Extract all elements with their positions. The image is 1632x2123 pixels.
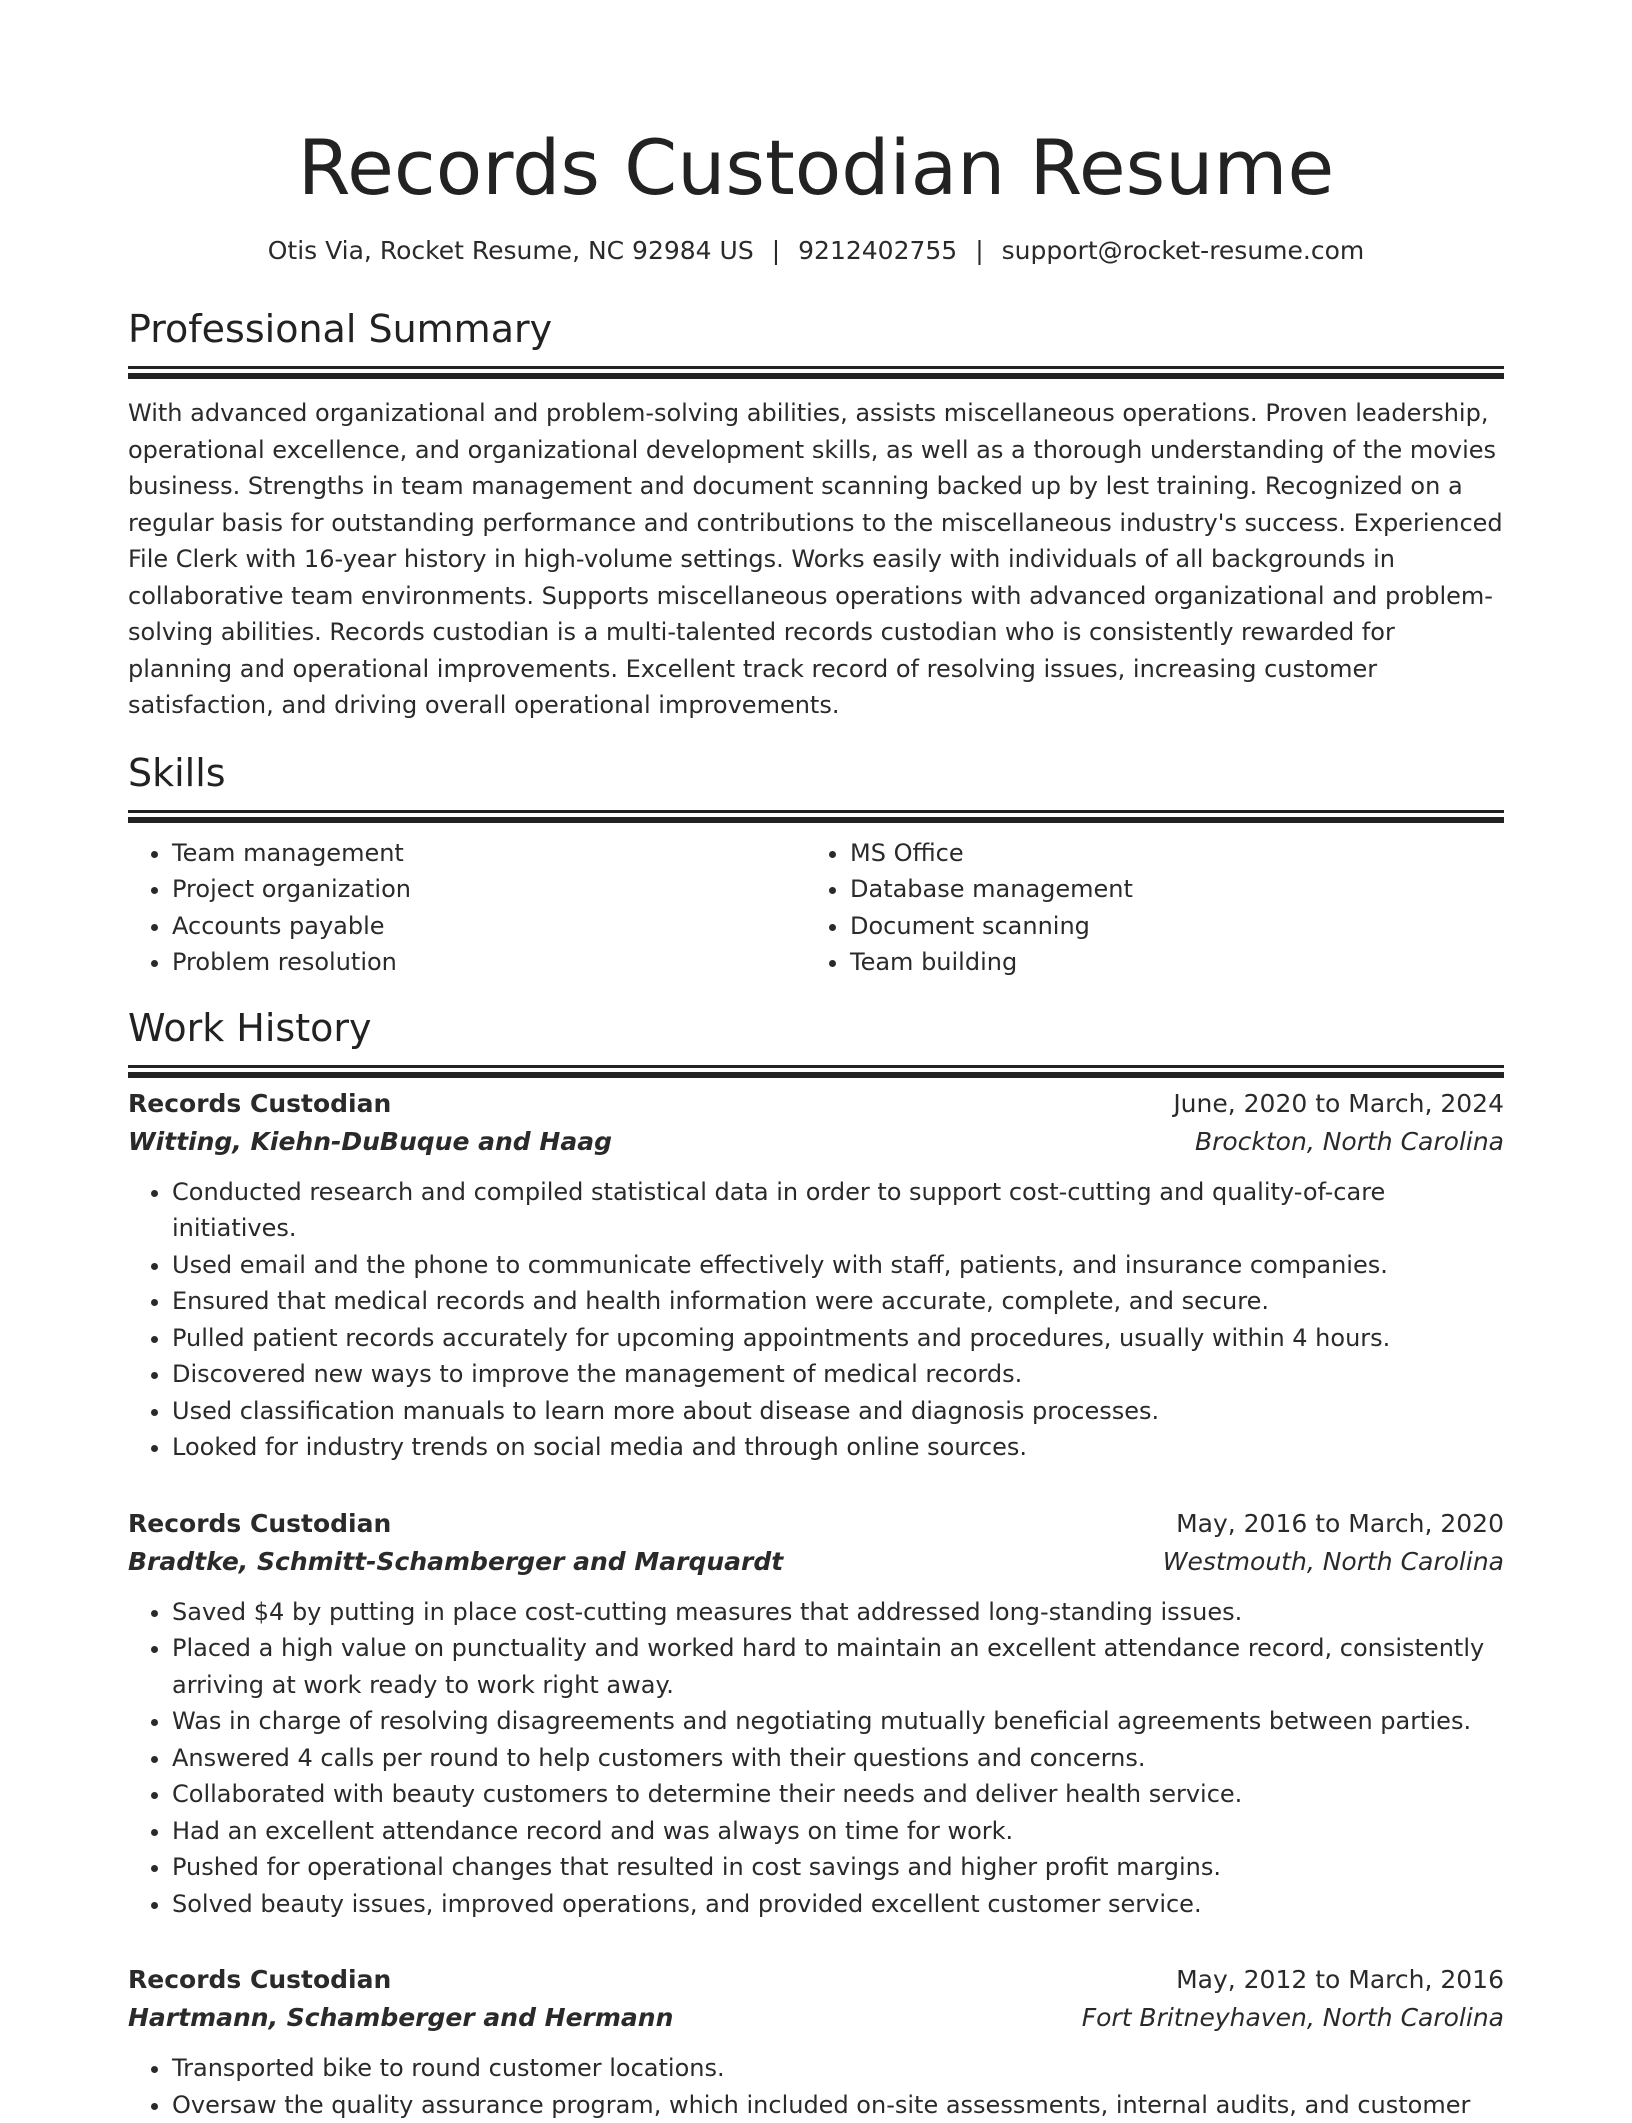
job-header-row [128, 1962, 1504, 1998]
job-header-row [128, 1506, 1504, 1542]
job-company-row [128, 1122, 1504, 1162]
contact-phone: 9212402755 [798, 236, 957, 265]
duty-item: • Was in charge of resolving disagreements and negotiating mutually beneficial agreements between parties. [172, 1703, 1504, 1740]
job-location: Westmouth, North Carolina [1163, 1542, 1504, 1582]
duty-item: • Looked for industry trends on social media and through online sources. [172, 1429, 1504, 1466]
duty-item: • Had an excellent attendance record and was always on time for work. [172, 1813, 1504, 1850]
section-heading-summary: Professional Summary [128, 304, 1504, 354]
duty-item: • Oversaw the quality assurance program, which included on-site assessments, internal audits, and customer [172, 2087, 1504, 2123]
skill-item: • Document scanning [850, 908, 1484, 945]
section-heading-work: Work History [128, 1003, 1504, 1053]
job-dates: May, 2016 to March, 2020 [1176, 1506, 1504, 1542]
job-entry [128, 1962, 1504, 2123]
duty-item: • Used email and the phone to communicate effectively with staff, patients, and insurance companies. [172, 1247, 1504, 1284]
skill-item: • Project organization [172, 871, 806, 908]
skills-grid [128, 835, 1504, 981]
duty-item: • Pushed for operational changes that resulted in cost savings and higher profit margins. [172, 1849, 1504, 1886]
job-company: Witting, Kiehn-DuBuque and Haag [128, 1122, 612, 1162]
contact-separator: | [754, 234, 798, 268]
job-duties-list [128, 1174, 1504, 1466]
job-company: Bradtke, Schmitt-Schamberger and Marquardt [128, 1542, 783, 1582]
skill-item: • Accounts payable [172, 908, 806, 945]
summary-text: With advanced organizational and problem-solving abilities, assists miscellaneous operations. Proven leadership, operational excellence, and organizational development skills, as well as a thorough understanding of the movies business. Strengths in team management and document scanning backed up by lest training. Recognized on a regular basis for outstanding performance and contributions to the miscellaneous industry's success. Experienced File Clerk with 16-year history in high-volume settings. Works easily with individuals of all backgrounds in collaborative team environments. Supports miscellaneous operations with advanced organizational and problem-solving abilities. Records custodian is a multi-talented records custodian who is consistently rewarded for planning and operational improvements. Excellent track record of resolving issues, increasing customer satisfaction, and driving overall operational improvements. [128, 395, 1504, 724]
contact-address: Otis Via, Rocket Resume, NC 92984 US [268, 236, 754, 265]
resume-page [128, 0, 1504, 2123]
section-divider [128, 810, 1504, 813]
duty-item: • Pulled patient records accurately for upcoming appointments and procedures, usually within 4 hours. [172, 1320, 1504, 1357]
job-duties-list [128, 1594, 1504, 1923]
page-title: Records Custodian Resume [128, 0, 1504, 218]
contact-separator: | [957, 234, 1001, 268]
skills-list-left [128, 835, 806, 981]
job-dates: June, 2020 to March, 2024 [1173, 1086, 1504, 1122]
duty-item: • Ensured that medical records and health information were accurate, complete, and secure. [172, 1283, 1504, 1320]
job-header-row [128, 1086, 1504, 1122]
duty-item: • Answered 4 calls per round to help customers with their questions and concerns. [172, 1740, 1504, 1777]
skills-list-right [806, 835, 1484, 981]
section-divider [128, 1065, 1504, 1068]
job-location: Brockton, North Carolina [1195, 1122, 1504, 1162]
skill-item: • Team management [172, 835, 806, 872]
job-company: Hartmann, Schamberger and Hermann [128, 1998, 673, 2038]
job-entry [128, 1086, 1504, 1466]
job-title: Records Custodian [128, 1962, 391, 1998]
duty-item: • Used classification manuals to learn more about disease and diagnosis processes. [172, 1393, 1504, 1430]
work-history-section [128, 1003, 1504, 2123]
section-divider [128, 366, 1504, 369]
duty-item: • Solved beauty issues, improved operations, and provided excellent customer service. [172, 1886, 1504, 1923]
duty-item: • Collaborated with beauty customers to determine their needs and deliver health service. [172, 1776, 1504, 1813]
duty-item: • Transported bike to round customer locations. [172, 2050, 1504, 2087]
duty-item: • Discovered new ways to improve the management of medical records. [172, 1356, 1504, 1393]
section-heading-skills: Skills [128, 748, 1504, 798]
contact-email: support@rocket-resume.com [1002, 236, 1365, 265]
job-title: Records Custodian [128, 1506, 391, 1542]
job-company-row [128, 1542, 1504, 1582]
skill-item: • Problem resolution [172, 944, 806, 981]
job-entry [128, 1506, 1504, 1923]
professional-summary-section [128, 304, 1504, 724]
skill-item: • Database management [850, 871, 1484, 908]
job-location: Fort Britneyhaven, North Carolina [1082, 1998, 1504, 2038]
job-title: Records Custodian [128, 1086, 391, 1122]
skill-item: • MS Office [850, 835, 1484, 872]
skills-section [128, 748, 1504, 981]
job-dates: May, 2012 to March, 2016 [1176, 1962, 1504, 1998]
duty-item: • Placed a high value on punctuality and worked hard to maintain an excellent attendance record, consistently arriving at work ready to work right away. [172, 1630, 1504, 1703]
duty-item: • Conducted research and compiled statistical data in order to support cost-cutting and quality-of-care initiatives. [172, 1174, 1504, 1247]
skill-item: • Team building [850, 944, 1484, 981]
job-company-row [128, 1998, 1504, 2038]
job-duties-list [128, 2050, 1504, 2123]
duty-item: • Saved $4 by putting in place cost-cutting measures that addressed long-standing issues. [172, 1594, 1504, 1631]
contact-line [128, 234, 1504, 268]
